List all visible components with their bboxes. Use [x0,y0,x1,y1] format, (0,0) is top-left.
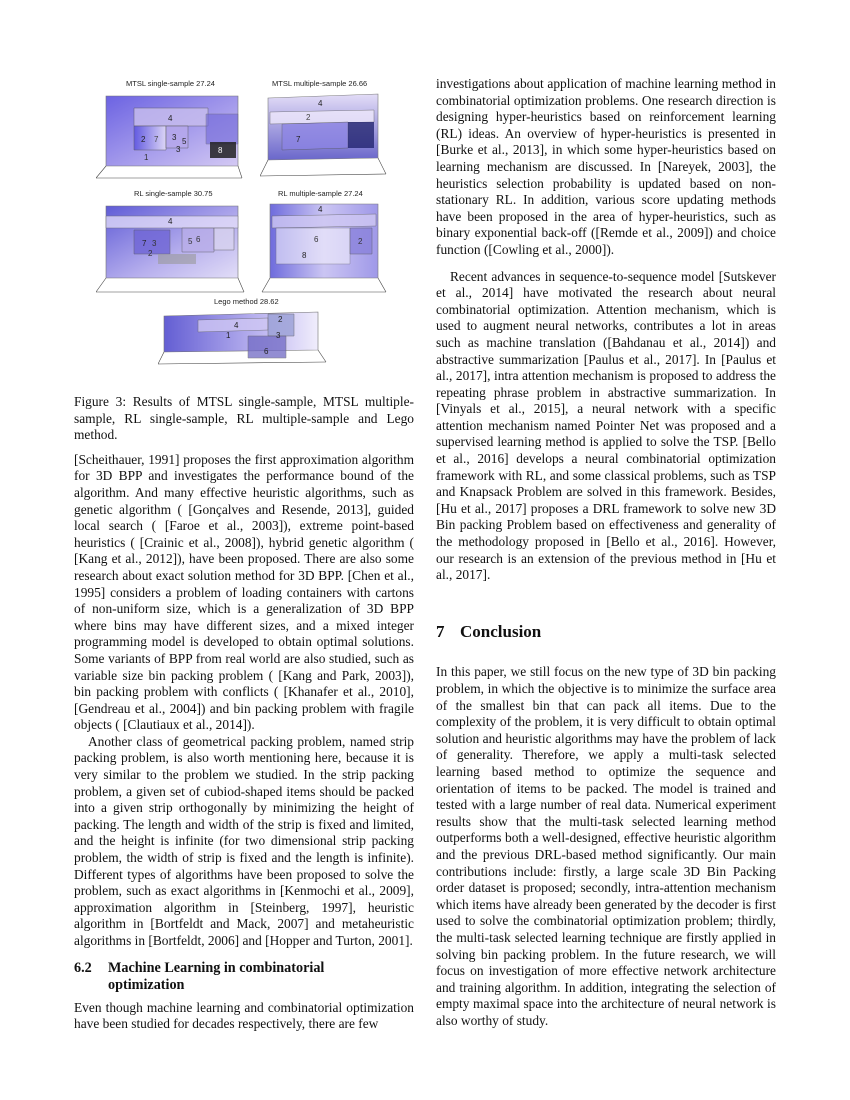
section-heading [436,621,776,641]
packing-render [96,198,246,298]
box-label: 6 [264,347,269,356]
box-label: 8 [218,146,223,155]
packing-render [260,88,390,183]
box-label: 1 [226,331,231,340]
section-heading [74,960,414,994]
box-label: 3 [172,133,177,142]
panel-label: RL multiple-sample 27.24 [278,189,363,198]
box-label: 5 [182,137,187,146]
box-label: 7 [296,135,301,144]
box-label: 4 [168,114,173,123]
box-label: 1 [144,153,149,162]
box-label: 2 [148,249,153,258]
box-label: 6 [196,235,201,244]
box-label: 5 [188,237,193,246]
panel-label: MTSL single-sample 27.24 [126,79,215,88]
box-label: 6 [314,235,319,244]
panel-label: MTSL multiple-sample 26.66 [272,79,368,88]
right-column [436,76,776,1029]
box-label: 4 [318,99,323,108]
figure-caption: Figure 3: Results of MTSL single-sample, MTSL multiple-sample, RL single-sample, RL multiple-sample and Lego method. [74,394,414,443]
section-number: 6.2 [74,959,92,976]
figure-3 [74,76,414,388]
box-label: 3 [152,239,157,248]
box-label: 3 [276,331,281,340]
box-label: 2 [278,315,283,324]
packing-render [260,198,390,298]
paragraph: [Scheithauer, 1991] proposes the first approximation algorithm for 3D BPP and investigates the performance bound of the algorithm. And many effective heuristic algorithms, such as genetic algorithm ( [Gonçalves and Resende, 2013], guided local search ( [Faroe et al., 2003]), extreme point-based heuristics ( [Crainic et al., 2008]), hybrid genetic algorithm ( [Kang et al., 2012]), have been proposed. There are also some research about exact solution method for 3D BPP. [Chen et al., 1995] considers a problem of loading containers with cartons of non-uniform size, which is a generalization of 3D BPP where bins may have different sizes, and a mixed integer programming model is developed to obtain optimal solutions. Some variants of BPP from real world are also studied, such as variable size bin packing problem ( [Kang and Park, 2003]), bin packing problem with conflicts ( [Khanafer et al., 2010], [Gendreau et al., 2004]) and bin packing problem with fragile objects ( [Clautiaux et al., 2014]). [74,451,414,733]
box-label: 2 [358,237,363,246]
panel-label: RL single-sample 30.75 [134,189,213,198]
box-label: 8 [302,251,307,260]
paragraph: Even though machine learning and combinatorial optimization have been studied for decades respectively, there are few [74,999,414,1032]
box-label: 3 [176,145,181,154]
box-label: 4 [234,321,239,330]
box-label: 2 [306,113,311,122]
panel-label: Lego method 28.62 [214,297,279,306]
packing-render [96,88,246,183]
box-label: 7 [154,135,159,144]
box-label: 7 [142,239,147,248]
paragraph: Another class of geometrical packing problem, named strip packing problem, is also worth mentioning here, because it is very similar to the problem we studied. In the strip packing problem, a given set of cubiod-shaped items should be packed into a given strip orthogonally by minimizing the height of packing. The length and width of the strip is fixed and limited, and the height is infinite (for two dimensional strip packing problem, the width of strip is fixed and the length is infinite). Different types of algorithms have been proposed to solve the problem, such as exact algorithms in [Kenmochi et al., 2009], approximation algorithm in [Steinberg, 1997], heuristic algorithm in [Bortfeldt and Mack, 2007] and metaheuristic algorithms in [Bortfeldt, 2006] and [Hopper and Turton, 2001]. [74,733,414,948]
section-title-line2: optimization [108,976,185,993]
section-number: 7 [436,621,445,641]
box-label: 2 [141,135,146,144]
section-title: Conclusion [460,621,542,641]
paragraph: investigations about application of machine learning method in combinatorial optimization problems. One research direction is designing hyper-heuristics based on reinforcement learning (RL) ideas. An overview of hyper-heuristics is presented in [Burke et al., 2013], in which some hyper-heuristics based on learning mechanism are discussed. In [Nareyek, 2003], the heuristics selection probability is updated based on non-stationary RL. In addition, various score updating methods have been proposed in the area of hyper-heuristics, such as binary exponential back-off ([Remde et al., 2009]) and choice function ([Cowling et al., 2000]). [436,76,776,257]
paragraph: In this paper, we still focus on the new type of 3D bin packing problem, in which the objective is to minimize the surface area of the smallest bin that can pack all items. Due to the complexity of the problem, it is very difficult to obtain optimal solution and heuristic algorithms may have the problem of lack of generality. Therefore, we apply a multi-task selected learning based method to optimize the sequence and orientation of items to be packed. The model is trained and tested with a large number of real data. Numerical experiment results show that the multi-task selected learning method outperforms both a well-designed, effective heuristic algorithm and the previous DRL-based method significantly. Our main contributions include: firstly, a large scale 3D Bin Packing order dataset is proposed; secondly, intra-attention mechanism which items have already been generated by the decoder is first used to solve the combinatorial optimization problem; thirdly, the multi-task selected learning technique are firstly applied in solving bin packing problem. In the future research, we will focus on investigation of more effective network architecture and training algorithm. In addition, integrating the selection of empty maximal space into the architecture of neural network is also worthy of study. [436,664,776,1028]
packing-render [158,306,328,372]
box-label: 4 [168,217,173,226]
box-label: 4 [318,205,323,214]
section-title: Machine Learning in combinatorial [108,959,325,976]
paragraph: Recent advances in sequence-to-sequence model [Sutskever et al., 2014] have motivated the research about neural combinatorial optimization. Attention mechanism, which is used to augment neural networks, contributes a lot in areas such as machine translation ([Bahdanau et al., 2014]) and abstractive summarization [Paulus et al., 2017]. In [Paulus et al., 2017], intra attention mechanism is proposed to address the repeating phrase problem in abstractive summarization. In [Vinyals et al., 2015], a neural network with a specific attention mechanism named Pointer Net was proposed and a supervised learning method is applied to solve the TSP. [Bello et al., 2016] develops a neural combinatorial optimization framework with RL, and some classical problems, such as TSP and Knapsack Problem are solved in this framework. Besides, [Hu et al., 2017] proposes a DRL framework to solve new 3D Bin packing Problem based on effectiveness and generality of the methodology proposed in [Bello et al., 2016]. However, our research is an extension of the previous method in [Hu et al., 2017]. [436,268,776,583]
left-column [74,76,414,1033]
